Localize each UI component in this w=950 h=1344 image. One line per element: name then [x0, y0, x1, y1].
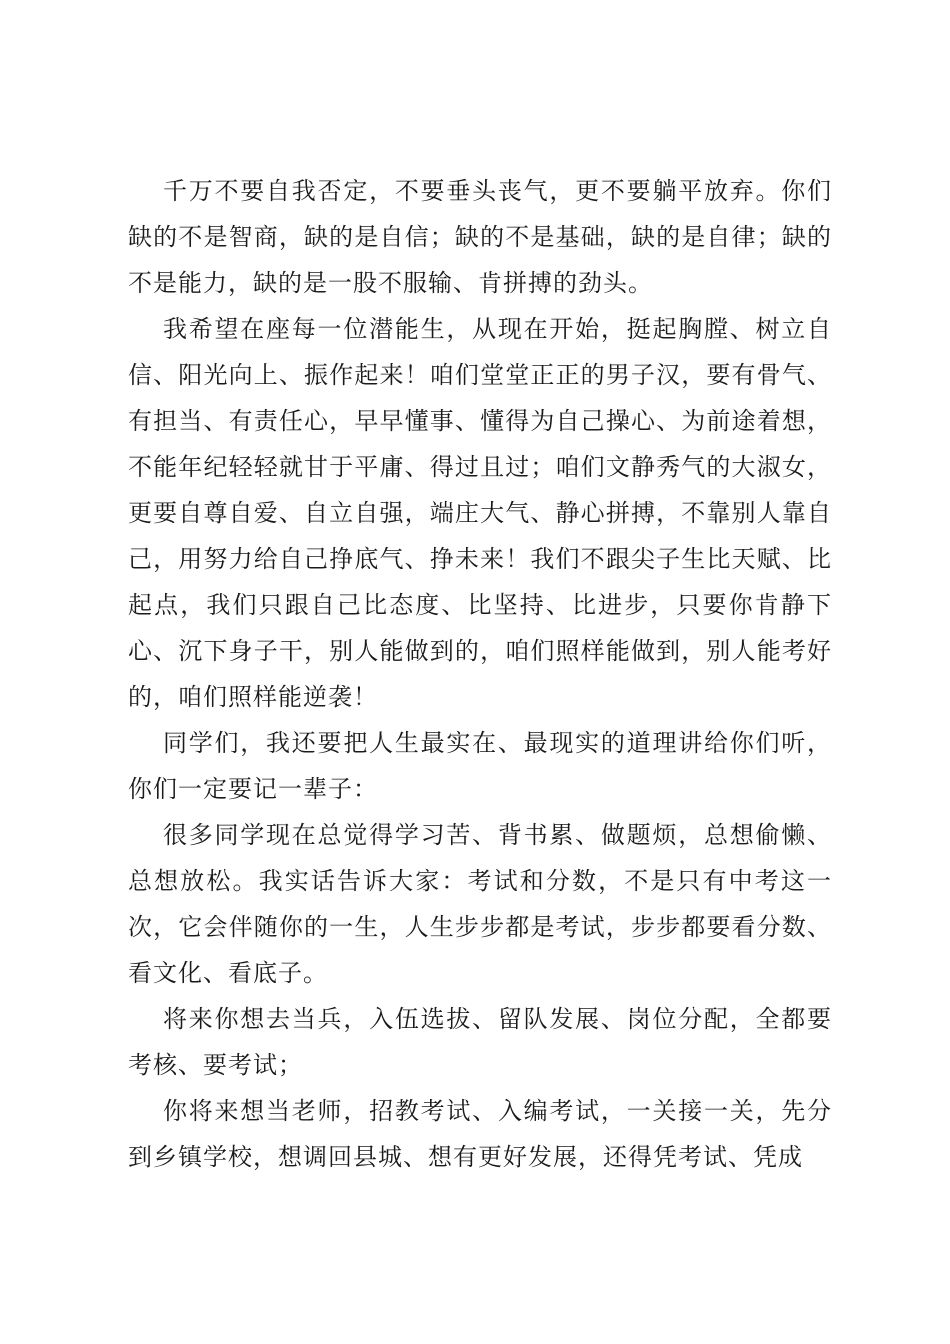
- paragraph-2: 我希望在座每一位潜能生，从现在开始，挺起胸膛、树立自信、阳光向上、振作起来！咱们堂堂正正的男子汉，要有骨气、有担当、有责任心，早早懂事、懂得为自己操心、为前途着想，不能年纪轻轻就甘于平庸、得过且过；咱们文静秀气的大淑女，更要自尊自爱、自立自强，端庄大气、静心拼搏，不靠别人靠自己，用努力给自己挣底气、挣未来！我们不跟尖子生比天赋、比起点，我们只跟自己比态度、比坚持、比进步，只要你肯静下心、沉下身子干，别人能做到的，咱们照样能做到，别人能考好的，咱们照样能逆袭！: [128, 315, 832, 711]
- paragraph-6: 你将来想当老师，招教考试、入编考试，一关接一关，先分到乡镇学校，想调回县城、想有更好发展，还得凭考试、凭成: [128, 1097, 832, 1171]
- paragraph-4: 很多同学现在总觉得学习苦、背书累、做题烦，总想偷懒、总想放松。我实话告诉大家：考试和分数，不是只有中考这一次，它会伴随你的一生，人生步步都是考试，步步都要看分数、看文化、看底子。: [128, 821, 832, 987]
- paragraph-5: 将来你想去当兵，入伍选拔、留队发展、岗位分配，全都要考核、要考试；: [128, 1005, 832, 1079]
- paragraph-3: 同学们，我还要把人生最实在、最现实的道理讲给你们听，你们一定要记一辈子：: [128, 729, 832, 803]
- paragraph-1: 千万不要自我否定，不要垂头丧气，更不要躺平放弃。你们缺的不是智商，缺的是自信；缺的不是基础，缺的是自律；缺的不是能力，缺的是一股不服输、肯拼搏的劲头。: [128, 177, 832, 297]
- document-body: [128, 168, 832, 1180]
